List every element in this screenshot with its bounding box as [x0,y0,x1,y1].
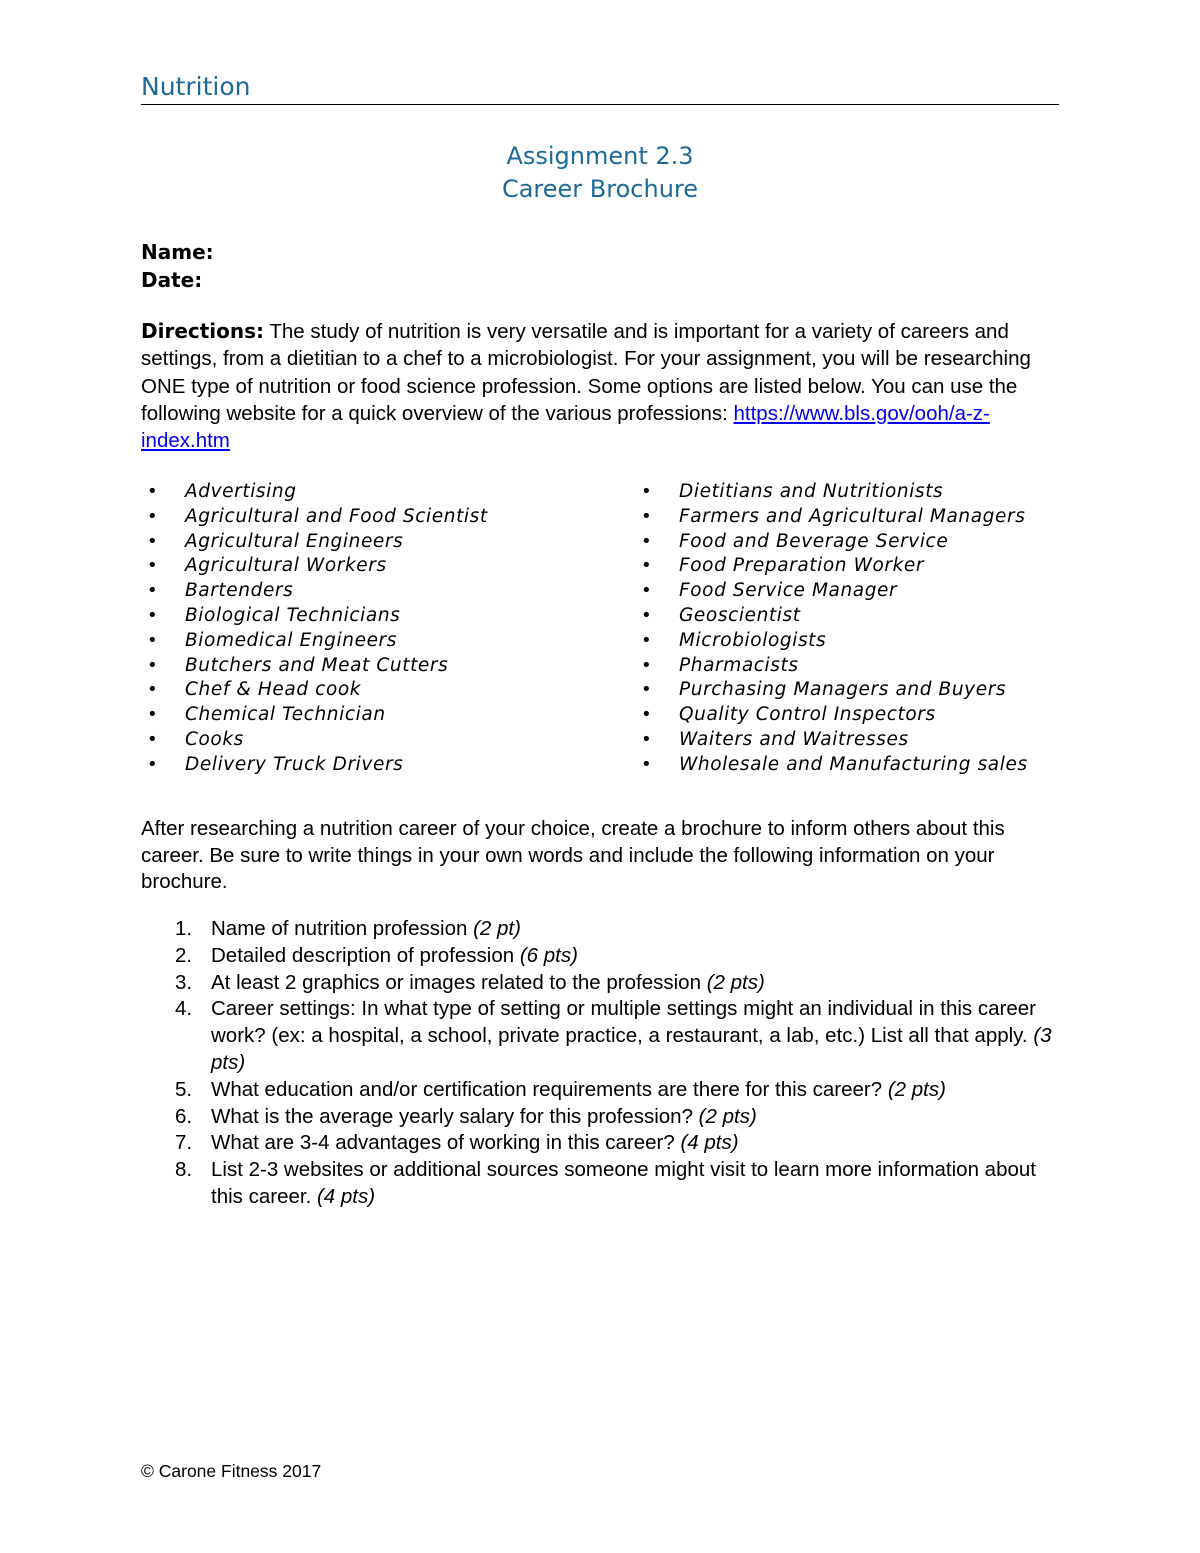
career-list-item: • Waiters and Waitresses [635,728,1028,753]
assignment-subtitle: Career Brochure [501,175,699,203]
requirement-item [141,1157,1071,1211]
career-list-item: • Agricultural and Food Scientist [141,505,488,530]
directions-text: The study of nutrition is very versatile and is important for a variety of careers and settings, from a dietitian to a chef to a microbiologist. For your assignment, you will be researching ONE type of nutrition or food science profession. Some options are listed below. You can use the following website for a quick overview of the various professions: [141,320,1031,425]
career-list-item: • Chef & Head cook [141,678,488,703]
title-block [141,140,1059,206]
requirement-item [141,916,1071,943]
requirement-text: What is the average yearly salary for this profession? [211,1104,699,1128]
requirement-points: (2 pt) [473,917,521,940]
career-list-item: • Dietitians and Nutritionists [635,480,1028,505]
career-list-item: • Wholesale and Manufacturing sales [635,753,1028,778]
career-list-item: • Food and Beverage Service [635,530,1028,555]
requirement-text: Career settings: In what type of setting or multiple settings might an individual in this career work? (ex: a hospital, a school, private practice, a restaurant, a lab, etc.) List all that apply. [211,997,1036,1048]
requirement-item [141,970,1071,997]
requirement-points: (3 pts) [211,1024,1052,1074]
requirement-text: Name of nutrition profession [211,917,474,940]
career-list-item: • Biomedical Engineers [141,629,488,654]
assignment-title: Assignment 2.3 [506,142,694,170]
student-fields [141,238,214,294]
requirement-number: 5. [175,1077,193,1101]
requirement-number: 1. [175,917,193,940]
career-list-item: • Chemical Technician [141,703,488,728]
date-label: Date: [141,268,203,292]
requirements-list [141,916,1071,1211]
requirement-number: 6. [175,1104,193,1128]
requirement-item [141,1077,1071,1104]
career-list-item: • Agricultural Workers [141,554,488,579]
requirement-points: (2 pts) [706,970,765,994]
requirement-number: 4. [175,997,193,1021]
header-title: Nutrition [141,72,251,101]
career-list-item: • Pharmacists [635,654,1028,679]
career-list-item: • Purchasing Managers and Buyers [635,678,1028,703]
requirement-text: What education and/or certification requirements are there for this career? [211,1077,888,1101]
bls-link[interactable]: https://www.bls.gov/ooh/a-z-index.htm [141,401,990,453]
requirement-item [141,1104,1071,1131]
career-list-item: • Bartenders [141,579,488,604]
requirement-points: (6 pts) [519,943,578,967]
requirement-points: (2 pts) [887,1077,946,1101]
career-list-item: • Advertising [141,480,488,505]
page-header [141,70,1059,105]
career-list-item: • Agricultural Engineers [141,530,488,555]
requirement-points: (2 pts) [698,1104,757,1128]
requirement-item [141,996,1071,1076]
copyright-footer: © Carone Fitness 2017 [141,1461,322,1481]
career-list-item: • Food Preparation Worker [635,554,1028,579]
requirement-number: 7. [175,1131,193,1155]
requirement-number: 2. [175,943,193,967]
career-list-item: • Quality Control Inspectors [635,703,1028,728]
career-list-item: • Delivery Truck Drivers [141,753,488,778]
career-list-item: • Cooks [141,728,488,753]
career-list-right [635,480,1028,778]
directions-label: Directions: [141,319,265,343]
requirement-number: 8. [175,1158,193,1182]
career-list-left [141,480,488,778]
requirement-points: (4 pts) [316,1184,376,1208]
requirement-item [141,943,1071,970]
career-list-item: • Biological Technicians [141,604,488,629]
career-list-item: • Microbiologists [635,629,1028,654]
requirement-text: List 2-3 websites or additional sources someone might visit to learn more information about this career. [211,1158,1036,1208]
career-list-item: • Food Service Manager [635,579,1028,604]
requirement-points: (4 pts) [680,1131,739,1155]
instructions-paragraph: After researching a nutrition career of your choice, create a brochure to inform others about this career. Be sure to write things in your own words and include the following information on your brochure. [141,817,1005,894]
requirement-text: Detailed description of profession [211,943,520,967]
requirement-text: What are 3-4 advantages of working in this career? [211,1131,681,1155]
directions-paragraph [141,318,1071,454]
requirement-number: 3. [175,970,193,994]
career-list-item: • Butchers and Meat Cutters [141,654,488,679]
requirement-text: At least 2 graphics or images related to the profession [211,970,707,994]
name-label: Name: [141,240,214,264]
career-list-item: • Farmers and Agricultural Managers [635,505,1028,530]
requirement-item [141,1130,1071,1157]
career-list-item: • Geoscientist [635,604,1028,629]
